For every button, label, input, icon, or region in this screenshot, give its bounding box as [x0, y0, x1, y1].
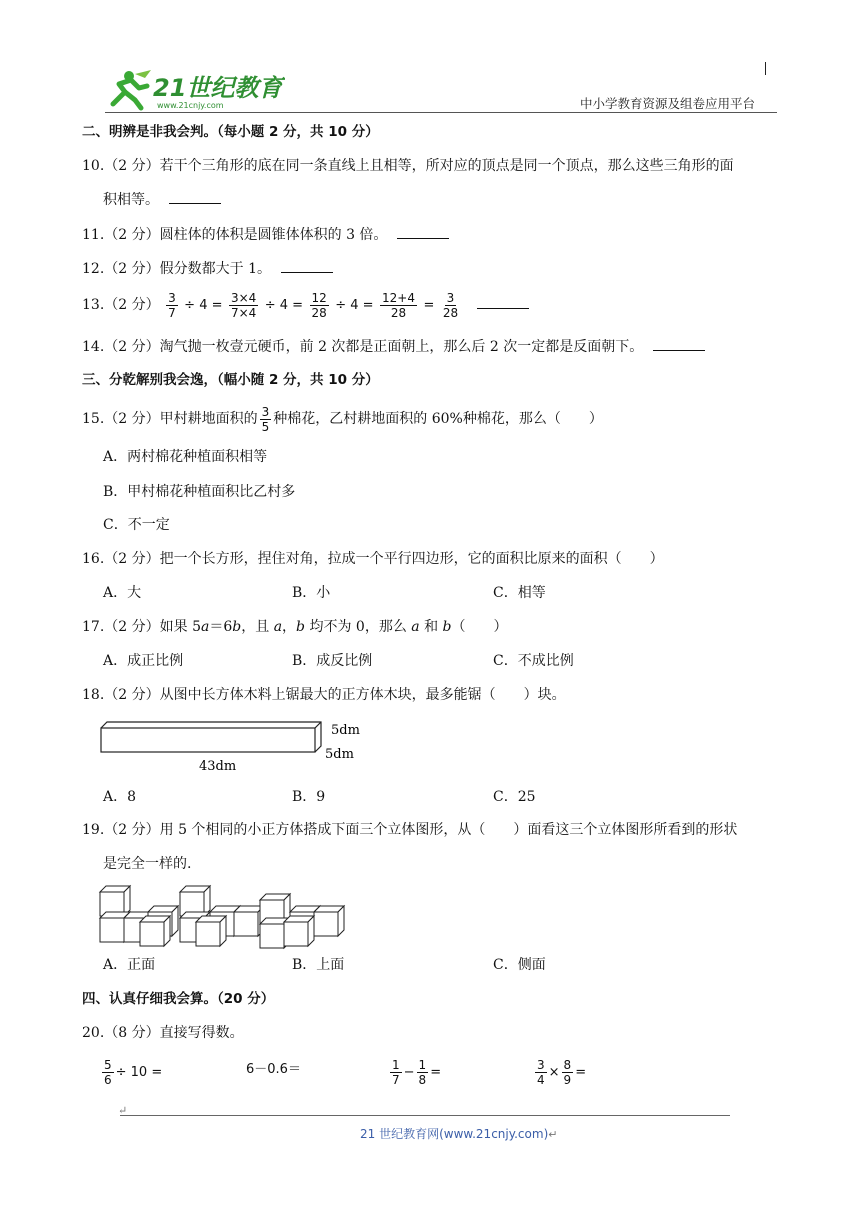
q13: 13.（2 分） $\frac{3}{7}$ ÷ 4 = $\frac{3\times 4}{7\times 4}$ ÷ 4 = $\frac{12}{28}$ ÷ 4 = $\frac{12+4}{28}$ = $\frac{3}{28}$ — [82, 288, 529, 323]
header-tick — [765, 62, 766, 75]
platform-title: 中小学教育资源及组卷应用平台 — [580, 96, 756, 111]
q18-option-c[interactable]: C．25 — [493, 789, 536, 805]
fraction: $\frac{3}{4}$ — [537, 1057, 545, 1087]
fraction: $\frac{8}{9}$ — [563, 1057, 572, 1087]
q18-option-a[interactable]: A．8 — [103, 789, 137, 805]
dim-width: 5dm — [325, 747, 354, 762]
q14: 14.（2 分）淘气抛一枚壹元硬币，前 2 次都是正面朝上，那么后 2 次一定都是反面朝下。 — [82, 336, 705, 357]
q15-option-a[interactable]: A．两村棉花种植面积相等 — [103, 449, 268, 465]
q10-line2: 积相等。 — [103, 189, 221, 210]
answer-blank[interactable] — [477, 294, 529, 309]
q11: 11.（2 分）圆柱体的体积是圆锥体体积的 3 倍。 — [82, 224, 449, 245]
fraction: $\frac{1}{8}$ — [418, 1057, 427, 1087]
answer-blank[interactable] — [653, 336, 705, 351]
answer-blank[interactable] — [281, 258, 333, 273]
cube-figure-3 — [260, 894, 344, 948]
fraction: $\frac{5}{6}$ — [104, 1057, 112, 1087]
q17-option-c[interactable]: C．不成比例 — [493, 653, 574, 669]
footer-rule — [120, 1115, 730, 1116]
q16-option-b[interactable]: B．小 — [292, 585, 331, 601]
logo-url: www.21cnjy.com — [157, 101, 224, 110]
cube-figure-2 — [180, 886, 264, 946]
answer-blank[interactable] — [169, 189, 221, 204]
q15-option-b[interactable]: B．甲村棉花种植面积比乙村多 — [103, 484, 296, 500]
q16-option-c[interactable]: C．相等 — [493, 585, 546, 601]
q10-line1: 10.（2 分）若干个三角形的底在同一条直线上且相等，所对应的顶点是同一个顶点，那么这些三角形的面 — [82, 158, 734, 174]
cuboid-diagram — [95, 712, 375, 778]
section-3-title: 三、分乾解别我会逸，（幅小随 2 分，共 10 分） — [82, 372, 379, 388]
fraction: $\frac{3}{7}$ — [168, 290, 176, 320]
q18: 18.（2 分）从图中长方体木料上锯最大的正方体木块，最多能锯（ ）块。 — [82, 687, 566, 703]
fraction: $\frac{1}{7}$ — [392, 1057, 400, 1087]
runner-icon — [113, 70, 151, 108]
q20-expr-3: $\frac{1}{7}$ − $\frac{1}{8}$ = — [392, 1057, 442, 1087]
cube-figures — [98, 880, 353, 950]
q17-option-b[interactable]: B．成反比例 — [292, 653, 373, 669]
q20-expr-2: 6－0.6＝ — [246, 1062, 301, 1077]
cube-figure-1 — [100, 886, 178, 946]
q18-option-b[interactable]: B．9 — [292, 789, 326, 805]
q19-line2: 是完全一样的. — [103, 856, 192, 872]
fraction: $\frac{3}{5}$ — [261, 404, 270, 434]
q17-option-a[interactable]: A．成正比例 — [103, 653, 184, 669]
q16: 16.（2 分）把一个长方形，捏住对角，拉成一个平行四边形，它的面积比原来的面积（ ） — [82, 551, 664, 567]
section-4-title: 四、认真仔细我会算。（20 分） — [82, 991, 275, 1007]
q19-option-b[interactable]: B．上面 — [292, 957, 345, 973]
q19-line1: 19.（2 分）用 5 个相同的小正方体搭成下面三个立体图形，从（ ）面看这三个立体图形所看到的形状 — [82, 822, 738, 838]
dim-length: 43dm — [199, 759, 237, 774]
fraction: $\frac{12+4}{28}$ — [382, 290, 415, 320]
q15: 15.（2 分）甲村耕地面积的 $\frac{3}{5}$ 种棉花，乙村耕地面积的 60%种棉花，那么（ ） — [82, 404, 603, 434]
q20-expr-1: $\frac{5}{6}$ ÷ 10 = — [104, 1057, 163, 1087]
section-2-title: 二、明辨是非我会判。（每小题 2 分，共 10 分） — [82, 124, 379, 140]
answer-blank[interactable] — [397, 224, 449, 239]
logo — [105, 66, 285, 112]
fraction: $\frac{12}{28}$ — [311, 290, 327, 320]
q17: 17.（2 分）如果 5a＝6b，且 a，b 均不为 0，那么 a 和 b（ ） — [82, 619, 508, 635]
q12: 12.（2 分）假分数都大于 1。 — [82, 258, 333, 279]
q20-expr-4: $\frac{3}{4}$ × $\frac{8}{9}$ = — [537, 1057, 587, 1087]
q15-option-c[interactable]: C．不一定 — [103, 517, 170, 533]
logo-text: 21世纪教育 — [153, 74, 283, 102]
fraction: $\frac{3}{28}$ — [442, 290, 459, 320]
q20: 20.（8 分）直接写得数。 — [82, 1025, 244, 1041]
footer-link[interactable]: 21 世纪教育网(www.21cnjy.com)↵ — [360, 1127, 558, 1141]
header-rule — [105, 112, 777, 113]
q19-option-c[interactable]: C．侧面 — [493, 957, 546, 973]
q19-option-a[interactable]: A．正面 — [103, 957, 156, 973]
return-mark: ↵ — [118, 1104, 128, 1117]
q16-option-a[interactable]: A．大 — [103, 585, 142, 601]
fraction: $\frac{3\times 4}{7\times 4}$ — [230, 290, 257, 320]
dim-height: 5dm — [331, 723, 360, 738]
